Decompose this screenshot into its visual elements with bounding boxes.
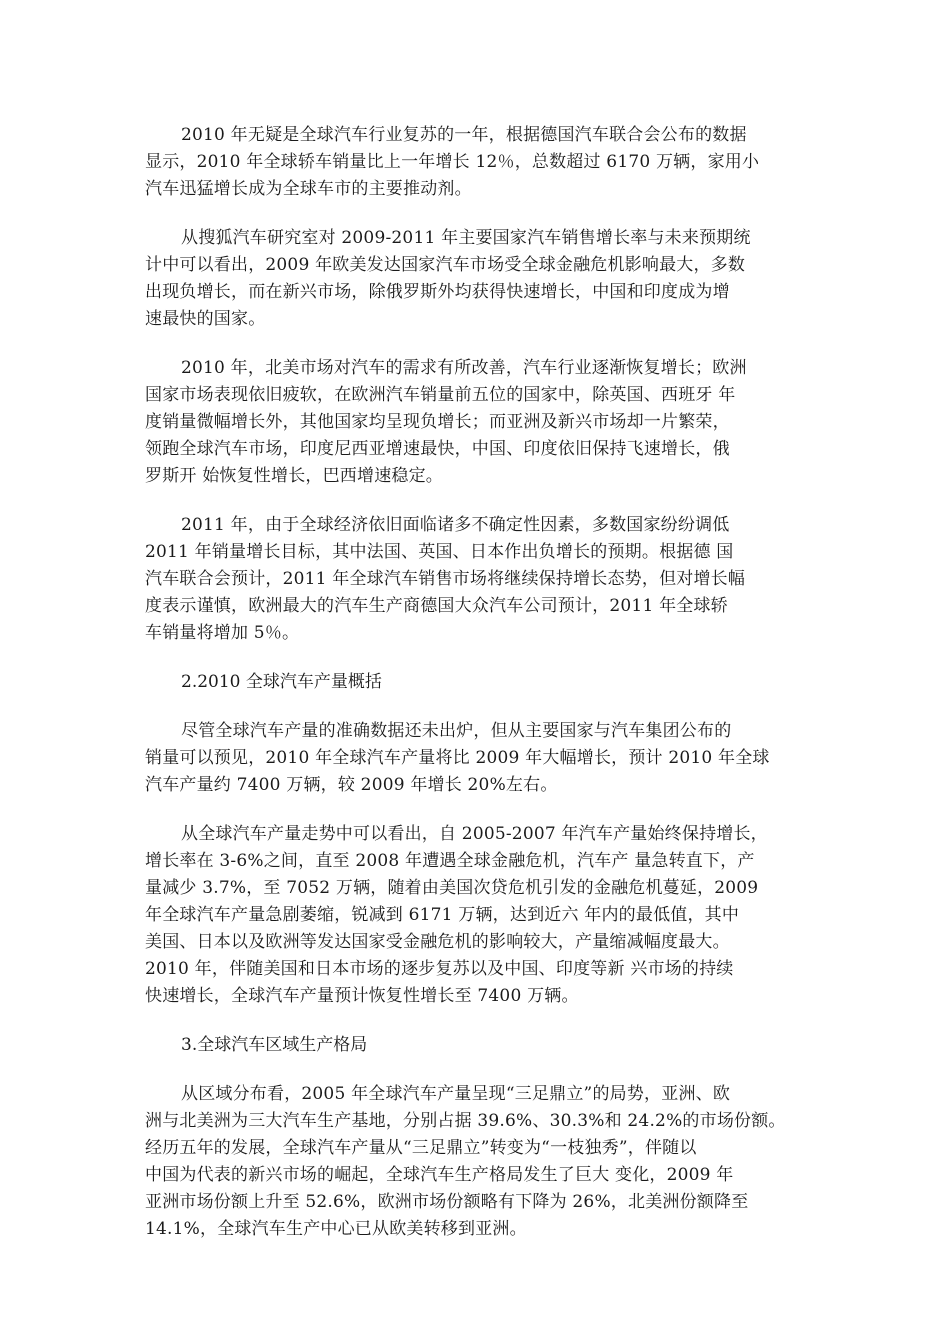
text-line: 计中可以看出，2009 年欧美发达国家汽车市场受全球金融危机影响最大，多数 <box>145 255 746 275</box>
text-line: 车销量将增加 5％。 <box>145 623 300 643</box>
text-line: 美国、日本以及欧洲等发达国家受金融危机的影响较大，产量缩减幅度最大。 <box>145 932 730 952</box>
text-line: 增长率在 3-6%之间，直至 2008 年遭遇全球金融危机，汽车产 量急转直下，产 <box>145 851 755 871</box>
text-line: 经历五年的发展，全球汽车产量从“三足鼎立”转变为“一枝独秀”，伴随以 <box>145 1138 697 1158</box>
text-line: 从全球汽车产量走势中可以看出，自 2005-2007 年汽车产量始终保持增长， <box>181 824 768 844</box>
text-line: 2010 年，伴随美国和日本市场的逐步复苏以及中国、印度等新 兴市场的持续 <box>145 959 734 979</box>
text-line: 年全球汽车产量急剧萎缩，锐减到 6171 万辆，达到近六 年内的最低值，其中 <box>145 905 740 925</box>
text-line: 2010 年无疑是全球汽车行业复苏的一年，根据德国汽车联合会公布的数据 <box>181 125 747 145</box>
text-line: 从区域分布看，2005 年全球汽车产量呈现“三足鼎立”的局势，亚洲、欧 <box>181 1084 731 1104</box>
paragraph-sohu-research <box>145 225 805 333</box>
paragraph-2011-outlook <box>145 512 805 647</box>
text-line: 汽车产量约 7400 万辆，较 2009 年增长 20%左右。 <box>145 775 558 795</box>
text-line: 国家市场表现依旧疲软，在欧洲汽车销量前五位的国家中，除英国、西班牙 年 <box>145 385 736 405</box>
text-line: 2010 年，北美市场对汽车的需求有所改善，汽车行业逐渐恢复增长；欧洲 <box>181 358 747 378</box>
text-line: 显示，2010 年全球轿车销量比上一年增长 12％，总数超过 6170 万辆，家用小 <box>145 152 760 172</box>
document-body <box>145 122 805 1265</box>
text-line: 汽车联合会预计，2011 年全球汽车销售市场将继续保持增长态势，但对增长幅 <box>145 569 746 589</box>
paragraph-production-trend <box>145 821 805 1010</box>
section-heading-regional-layout: 3.全球汽车区域生产格局 <box>181 1035 368 1055</box>
text-line: 14.1%，全球汽车生产中心已从欧美转移到亚洲。 <box>145 1219 527 1239</box>
paragraph-production-estimate <box>145 718 805 799</box>
text-line: 罗斯开 始恢复性增长，巴西增速稳定。 <box>145 466 444 486</box>
section-heading-production-overview: 2.2010 全球汽车产量概括 <box>181 672 382 692</box>
text-line: 快速增长，全球汽车产量预计恢复性增长至 7400 万辆。 <box>145 986 579 1006</box>
text-line: 出现负增长，而在新兴市场，除俄罗斯外均获得快速增长，中国和印度成为增 <box>145 282 730 302</box>
text-line: 洲与北美洲为三大汽车生产基地，分别占据 39.6%、30.3%和 24.2%的市场份额。 <box>145 1111 786 1131</box>
text-line: 度销量微幅增长外，其他国家均呈现负增长；而亚洲及新兴市场却一片繁荣， <box>145 412 730 432</box>
text-line: 销量可以预见，2010 年全球汽车产量将比 2009 年大幅增长，预计 2010 年全球 <box>145 748 770 768</box>
text-line: 量减少 3.7%，至 7052 万辆，随着由美国次贷危机引发的金融危机蔓延，2009 <box>145 878 759 898</box>
paragraph-2010-recovery <box>145 122 805 203</box>
text-line: 尽管全球汽车产量的准确数据还未出炉，但从主要国家与汽车集团公布的 <box>181 721 732 741</box>
paragraph-2010-markets <box>145 355 805 490</box>
text-line: 度表示谨慎，欧洲最大的汽车生产商德国大众汽车公司预计，2011 年全球轿 <box>145 596 728 616</box>
text-line: 2011 年，由于全球经济依旧面临诸多不确定性因素，多数国家纷纷调低 <box>181 515 730 535</box>
paragraph-regional-distribution <box>145 1081 805 1243</box>
text-line: 从搜狐汽车研究室对 2009-2011 年主要国家汽车销售增长率与未来预期统 <box>181 228 751 248</box>
text-line: 领跑全球汽车市场，印度尼西亚增速最快，中国、印度依旧保持飞速增长，俄 <box>145 439 730 459</box>
text-line: 速最快的国家。 <box>145 309 266 329</box>
text-line: 中国为代表的新兴市场的崛起，全球汽车生产格局发生了巨大 变化，2009 年 <box>145 1165 734 1185</box>
text-line: 2011 年销量增长目标，其中法国、英国、日本作出负增长的预期。根据德 国 <box>145 542 734 562</box>
text-line: 亚洲市场份额上升至 52.6%，欧洲市场份额略有下降为 26%，北美洲份额降至 <box>145 1192 749 1212</box>
text-line: 汽车迅猛增长成为全球车市的主要推动剂。 <box>145 179 472 199</box>
